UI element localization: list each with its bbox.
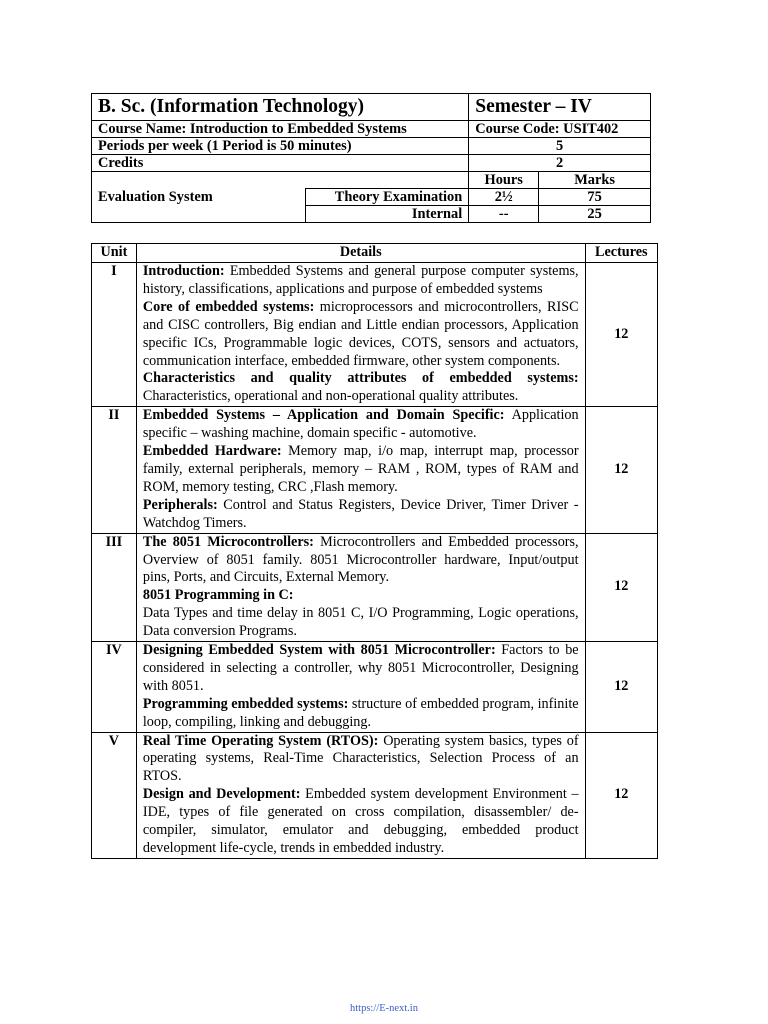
course-code: Course Code: USIT402 bbox=[469, 121, 651, 138]
internal-marks: 25 bbox=[539, 206, 651, 223]
topic-paragraph bbox=[143, 786, 579, 858]
topic-text: Memory map, i/o map, interrupt map, processor family, external peripherals, memory – RAM , ROM, types of RAM and ROM, memory testing, CRC ,Flash memory. bbox=[142, 443, 579, 495]
hours-label: Hours bbox=[469, 172, 539, 189]
topic-text: Data Types and time delay in 8051 C, I/O Programming, Logic operations, Data conversion Programs. bbox=[142, 605, 579, 640]
topic-title: Designing Embedded System with 8051 Microcontroller: bbox=[142, 642, 496, 659]
topic-title: Real Time Operating System (RTOS): bbox=[142, 732, 379, 749]
course-header-table bbox=[91, 93, 651, 223]
unit-details bbox=[136, 407, 585, 533]
periods-value: 5 bbox=[469, 138, 651, 155]
unit-number: I bbox=[92, 263, 137, 407]
unit-number: III bbox=[92, 533, 137, 641]
topic-text: Application specific – washing machine, domain specific - automotive. bbox=[142, 407, 579, 442]
syllabus-table bbox=[91, 243, 658, 859]
lecture-count: 12 bbox=[585, 263, 657, 407]
program-title: B. Sc. (Information Technology) bbox=[92, 94, 469, 121]
table-row bbox=[92, 263, 658, 407]
evaluation-label: Evaluation System bbox=[92, 189, 306, 223]
topic-title: Peripherals: bbox=[142, 496, 218, 513]
topic-paragraph bbox=[143, 696, 579, 732]
unit-number: II bbox=[92, 407, 137, 533]
topic-paragraph bbox=[143, 587, 579, 605]
table-row bbox=[92, 642, 658, 733]
footer-link[interactable]: https://E-next.in bbox=[350, 1003, 418, 1014]
topic-text: Embedded system development Environment – IDE, types of file generated on cross compilation, disassembler/ de-compiler, simulator, emulator and debugging, embedded product development life-cycle, trends in embedded industry. bbox=[142, 786, 579, 856]
unit-details bbox=[136, 263, 585, 407]
topic-paragraph bbox=[143, 534, 579, 588]
topic-text: Operating system basics, types of operating systems, Real-Time Characteristics, Selection Process of an RTOS. bbox=[142, 732, 579, 785]
topic-paragraph bbox=[143, 733, 579, 787]
topic-paragraph bbox=[143, 443, 579, 497]
topic-paragraph bbox=[143, 263, 579, 299]
topic-text: Characteristics, operational and non-operational quality attributes. bbox=[142, 388, 519, 405]
theory-hours: 2½ bbox=[469, 189, 539, 206]
internal-label: Internal bbox=[305, 206, 469, 223]
topic-text: structure of embedded program, infinite loop, compiling, linking and debugging. bbox=[142, 695, 579, 730]
theory-marks: 75 bbox=[539, 189, 651, 206]
marks-label: Marks bbox=[539, 172, 651, 189]
topic-title: 8051 Programming in C: bbox=[142, 587, 294, 604]
lecture-count: 12 bbox=[585, 533, 657, 641]
unit-details bbox=[136, 642, 585, 733]
topic-paragraph bbox=[143, 299, 579, 371]
topic-paragraph bbox=[143, 370, 579, 406]
theory-label: Theory Examination bbox=[305, 189, 469, 206]
table-row bbox=[92, 533, 658, 641]
unit-number: V bbox=[92, 732, 137, 858]
topic-title: The 8051 Microcontrollers: bbox=[142, 533, 314, 550]
topic-title: Introduction: bbox=[142, 263, 225, 279]
course-name: Course Name: Introduction to Embedded Systems bbox=[92, 121, 469, 138]
internal-hours: -- bbox=[469, 206, 539, 223]
topic-text: Microcontrollers and Embedded processors, Overview of 8051 family. 8051 Microcontroller hardware, Input/output pins, Ports, and Circuits, External Memory. bbox=[142, 533, 579, 586]
table-row bbox=[92, 732, 658, 858]
topic-paragraph bbox=[143, 605, 579, 641]
topic-title: Design and Development: bbox=[142, 786, 301, 803]
periods-label: Periods per week (1 Period is 50 minutes) bbox=[92, 138, 469, 155]
topic-text: microprocessors and microcontrollers, RISC and CISC controllers, Big endian and Little endian processors, Application specific ICs, Programmable logic devices, COTS, sensors and actuators, communication interface, embedded firmware, other system components. bbox=[142, 298, 579, 369]
topic-title: Embedded Hardware: bbox=[142, 443, 282, 460]
unit-details bbox=[136, 732, 585, 858]
topic-text: Control and Status Registers, Device Driver, Timer Driver - Watchdog Timers. bbox=[142, 496, 579, 531]
topic-title: Embedded Systems – Application and Domain Specific: bbox=[142, 407, 505, 424]
blank-cell bbox=[92, 172, 469, 189]
lecture-count: 12 bbox=[585, 732, 657, 858]
topic-paragraph bbox=[143, 497, 579, 533]
lecture-count: 12 bbox=[585, 642, 657, 733]
lecture-count: 12 bbox=[585, 407, 657, 533]
details-column-header: Details bbox=[136, 244, 585, 263]
semester-title: Semester – IV bbox=[469, 94, 651, 121]
unit-number: IV bbox=[92, 642, 137, 733]
topic-paragraph bbox=[143, 642, 579, 696]
topic-title: Programming embedded systems: bbox=[142, 695, 349, 712]
unit-details bbox=[136, 533, 585, 641]
topic-text: Embedded Systems and general purpose computer systems, history, classifications, applications and purpose of embedded systems bbox=[142, 263, 579, 297]
credits-value: 2 bbox=[469, 155, 651, 172]
topic-paragraph bbox=[143, 407, 579, 443]
syllabus-header-row bbox=[92, 244, 658, 263]
topic-text: Factors to be considered in selecting a controller, why 8051 Microcontroller, Designing with 8051. bbox=[142, 642, 579, 694]
topic-title: Core of embedded systems: bbox=[142, 298, 315, 315]
table-row bbox=[92, 407, 658, 533]
credits-label: Credits bbox=[92, 155, 469, 172]
unit-column-header: Unit bbox=[92, 244, 137, 263]
topic-title: Characteristics and quality attributes of embedded systems: bbox=[142, 370, 579, 387]
lectures-column-header: Lectures bbox=[585, 244, 657, 263]
